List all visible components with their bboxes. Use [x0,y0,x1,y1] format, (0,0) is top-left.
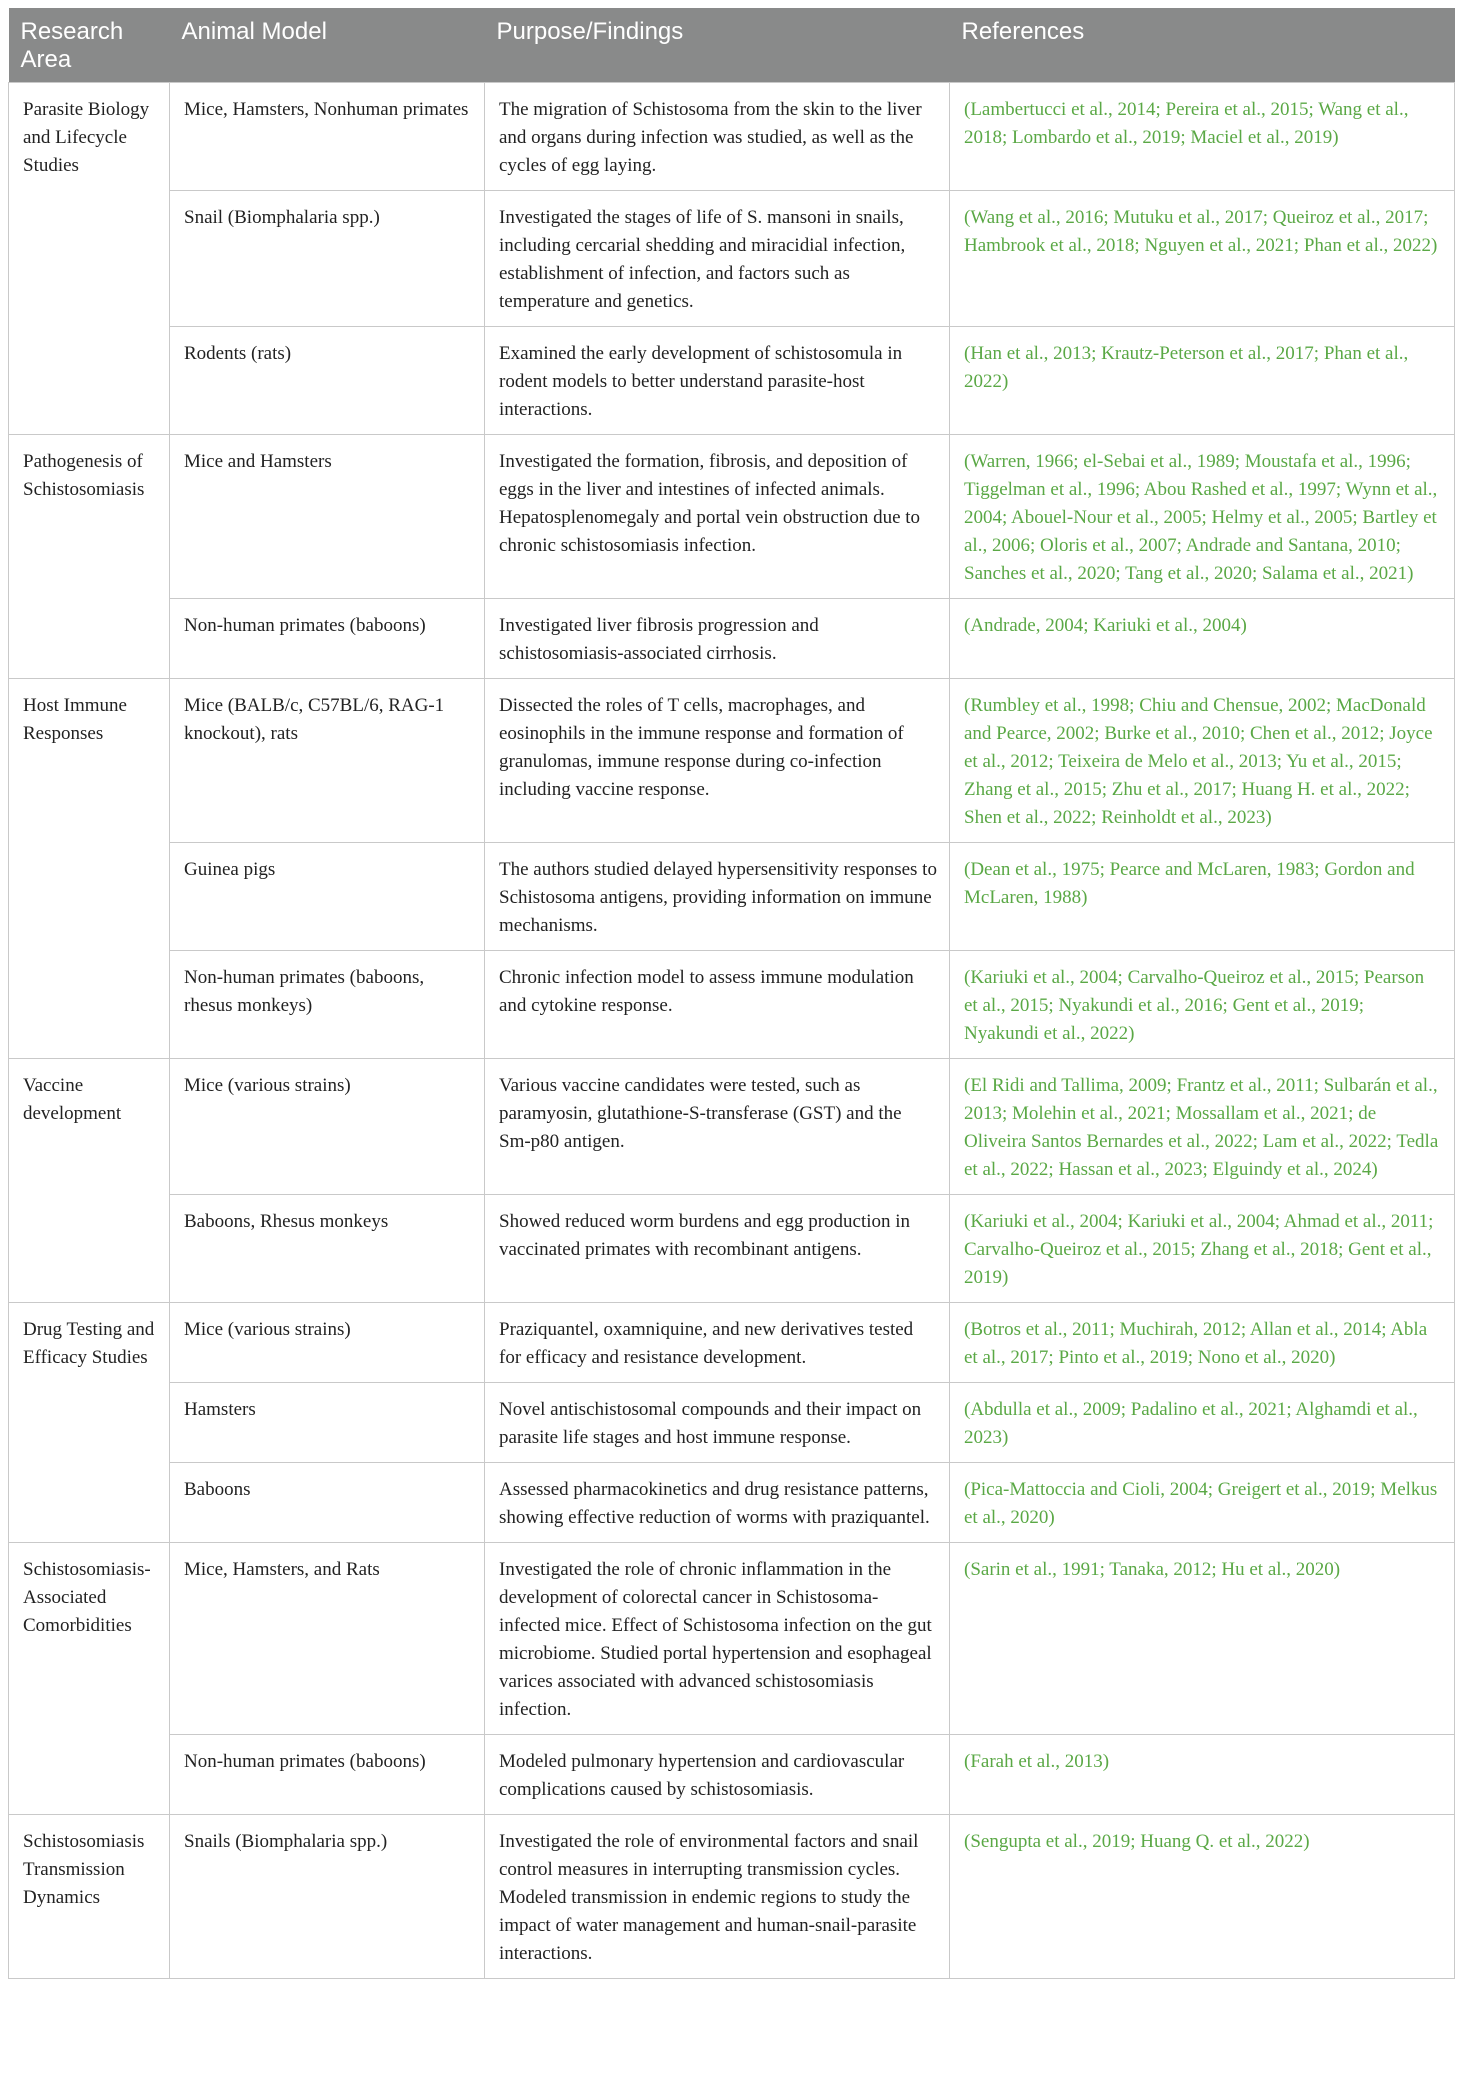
table-row [9,1463,1455,1543]
research-area-cell: Parasite Biology and Lifecycle Studies [9,83,170,435]
table-row [9,435,1455,599]
animal-model-cell: Rodents (rats) [170,327,485,435]
animal-model-cell: Guinea pigs [170,843,485,951]
animal-model-cell: Mice and Hamsters [170,435,485,599]
references-cell[interactable]: (Lambertucci et al., 2014; Pereira et al., 2015; Wang et al., 2018; Lombardo et al., 2019; Maciel et al., 2019) [950,83,1455,191]
table-row [9,1815,1455,1979]
references-cell[interactable]: (Warren, 1966; el-Sebai et al., 1989; Moustafa et al., 1996; Tiggelman et al., 1996; Abou Rashed et al., 1997; Wynn et al., 2004; Abouel-Nour et al., 2005; Helmy et al., 2005; Bartley et al., 2006; Oloris et al., 2007; Andrade and Santana, 2010; Sanches et al., 2020; Tang et al., 2020; Salama et al., 2021) [950,435,1455,599]
findings-cell: The authors studied delayed hypersensitivity responses to Schistosoma antigens, providing information on immune mechanisms. [485,843,950,951]
findings-cell: Novel antischistosomal compounds and their impact on parasite life stages and host immune response. [485,1383,950,1463]
findings-cell: Investigated the role of environmental factors and snail control measures in interrupting transmission cycles. Modeled transmission in endemic regions to study the impact of water management and human-snail-parasite interactions. [485,1815,950,1979]
table-row [9,327,1455,435]
research-area-cell: Schistosomiasis-Associated Comorbidities [9,1543,170,1815]
animal-model-cell: Mice, Hamsters, Nonhuman primates [170,83,485,191]
references-cell[interactable]: (Dean et al., 1975; Pearce and McLaren, 1983; Gordon and McLaren, 1988) [950,843,1455,951]
findings-cell: Modeled pulmonary hypertension and cardiovascular complications caused by schistosomiasis. [485,1735,950,1815]
research-area-cell: Drug Testing and Efficacy Studies [9,1303,170,1543]
findings-cell: Chronic infection model to assess immune modulation and cytokine response. [485,951,950,1059]
table-row [9,951,1455,1059]
table-row [9,83,1455,191]
table-row [9,1383,1455,1463]
animal-model-cell: Non-human primates (baboons) [170,1735,485,1815]
animal-model-cell: Mice (various strains) [170,1059,485,1195]
animal-model-cell: Snails (Biomphalaria spp.) [170,1815,485,1979]
header-purpose-findings: Purpose/Findings [485,8,950,83]
references-cell[interactable]: (Wang et al., 2016; Mutuku et al., 2017; Queiroz et al., 2017; Hambrook et al., 2018; Nguyen et al., 2021; Phan et al., 2022) [950,191,1455,327]
research-area-cell: Pathogenesis of Schistosomiasis [9,435,170,679]
animal-model-cell: Non-human primates (baboons) [170,599,485,679]
table-row [9,191,1455,327]
animal-model-cell: Hamsters [170,1383,485,1463]
references-cell[interactable]: (Han et al., 2013; Krautz-Peterson et al., 2017; Phan et al., 2022) [950,327,1455,435]
table-row [9,599,1455,679]
findings-cell: Praziquantel, oxamniquine, and new derivatives tested for efficacy and resistance development. [485,1303,950,1383]
findings-cell: Investigated liver fibrosis progression and schistosomiasis-associated cirrhosis. [485,599,950,679]
references-cell[interactable]: (El Ridi and Tallima, 2009; Frantz et al., 2011; Sulbarán et al., 2013; Molehin et al., 2021; Mossallam et al., 2021; de Oliveira Santos Bernardes et al., 2022; Lam et al., 2022; Tedla et al., 2022; Hassan et al., 2023; Elguindy et al., 2024) [950,1059,1455,1195]
references-cell[interactable]: (Rumbley et al., 1998; Chiu and Chensue, 2002; MacDonald and Pearce, 2002; Burke et al., 2010; Chen et al., 2012; Joyce et al., 2012; Teixeira de Melo et al., 2013; Yu et al., 2015; Zhang et al., 2015; Zhu et al., 2017; Huang H. et al., 2022; Shen et al., 2022; Reinholdt et al., 2023) [950,679,1455,843]
findings-cell: Dissected the roles of T cells, macrophages, and eosinophils in the immune response and formation of granulomas, immune response during co-infection including vaccine response. [485,679,950,843]
table-container [8,8,1454,1979]
references-cell[interactable]: (Sarin et al., 1991; Tanaka, 2012; Hu et al., 2020) [950,1543,1455,1735]
research-table [8,8,1455,1979]
animal-model-cell: Non-human primates (baboons, rhesus monkeys) [170,951,485,1059]
findings-cell: Showed reduced worm burdens and egg production in vaccinated primates with recombinant antigens. [485,1195,950,1303]
references-cell[interactable]: (Kariuki et al., 2004; Carvalho-Queiroz et al., 2015; Pearson et al., 2015; Nyakundi et al., 2016; Gent et al., 2019; Nyakundi et al., 2022) [950,951,1455,1059]
findings-cell: The migration of Schistosoma from the skin to the liver and organs during infection was studied, as well as the cycles of egg laying. [485,83,950,191]
references-cell[interactable]: (Andrade, 2004; Kariuki et al., 2004) [950,599,1455,679]
table-row [9,843,1455,951]
references-cell[interactable]: (Kariuki et al., 2004; Kariuki et al., 2004; Ahmad et al., 2011; Carvalho-Queiroz et al., 2015; Zhang et al., 2018; Gent et al., 2019) [950,1195,1455,1303]
references-cell[interactable]: (Sengupta et al., 2019; Huang Q. et al., 2022) [950,1815,1455,1979]
table-row [9,1543,1455,1735]
findings-cell: Investigated the formation, fibrosis, and deposition of eggs in the liver and intestines of infected animals. Hepatosplenomegaly and portal vein obstruction due to chronic schistosomiasis infection. [485,435,950,599]
table-row [9,1303,1455,1383]
animal-model-cell: Mice (BALB/c, C57BL/6, RAG-1 knockout), rats [170,679,485,843]
table-row [9,1735,1455,1815]
findings-cell: Assessed pharmacokinetics and drug resistance patterns, showing effective reduction of worms with praziquantel. [485,1463,950,1543]
animal-model-cell: Baboons [170,1463,485,1543]
references-cell[interactable]: (Abdulla et al., 2009; Padalino et al., 2021; Alghamdi et al., 2023) [950,1383,1455,1463]
animal-model-cell: Baboons, Rhesus monkeys [170,1195,485,1303]
animal-model-cell: Snail (Biomphalaria spp.) [170,191,485,327]
header-row [9,8,1455,83]
research-area-cell: Host Immune Responses [9,679,170,1059]
references-cell[interactable]: (Botros et al., 2011; Muchirah, 2012; Allan et al., 2014; Abla et al., 2017; Pinto et al., 2019; Nono et al., 2020) [950,1303,1455,1383]
header-animal-model: Animal Model [170,8,485,83]
findings-cell: Investigated the stages of life of S. mansoni in snails, including cercarial shedding and miracidial infection, establishment of infection, and factors such as temperature and genetics. [485,191,950,327]
references-cell[interactable]: (Pica-Mattoccia and Cioli, 2004; Greigert et al., 2019; Melkus et al., 2020) [950,1463,1455,1543]
references-cell[interactable]: (Farah et al., 2013) [950,1735,1455,1815]
findings-cell: Various vaccine candidates were tested, such as paramyosin, glutathione-S-transferase (GST) and the Sm-p80 antigen. [485,1059,950,1195]
header-references: References [950,8,1455,83]
table-row [9,679,1455,843]
research-area-cell: Schistosomiasis Transmission Dynamics [9,1815,170,1979]
table-row [9,1059,1455,1195]
table-row [9,1195,1455,1303]
findings-cell: Examined the early development of schistosomula in rodent models to better understand parasite-host interactions. [485,327,950,435]
research-area-cell: Vaccine development [9,1059,170,1303]
animal-model-cell: Mice, Hamsters, and Rats [170,1543,485,1735]
header-research-area: Research Area [9,8,170,83]
findings-cell: Investigated the role of chronic inflammation in the development of colorectal cancer in Schistosoma-infected mice. Effect of Schistosoma infection on the gut microbiome. Studied portal hypertension and esophageal varices associated with advanced schistosomiasis infection. [485,1543,950,1735]
animal-model-cell: Mice (various strains) [170,1303,485,1383]
